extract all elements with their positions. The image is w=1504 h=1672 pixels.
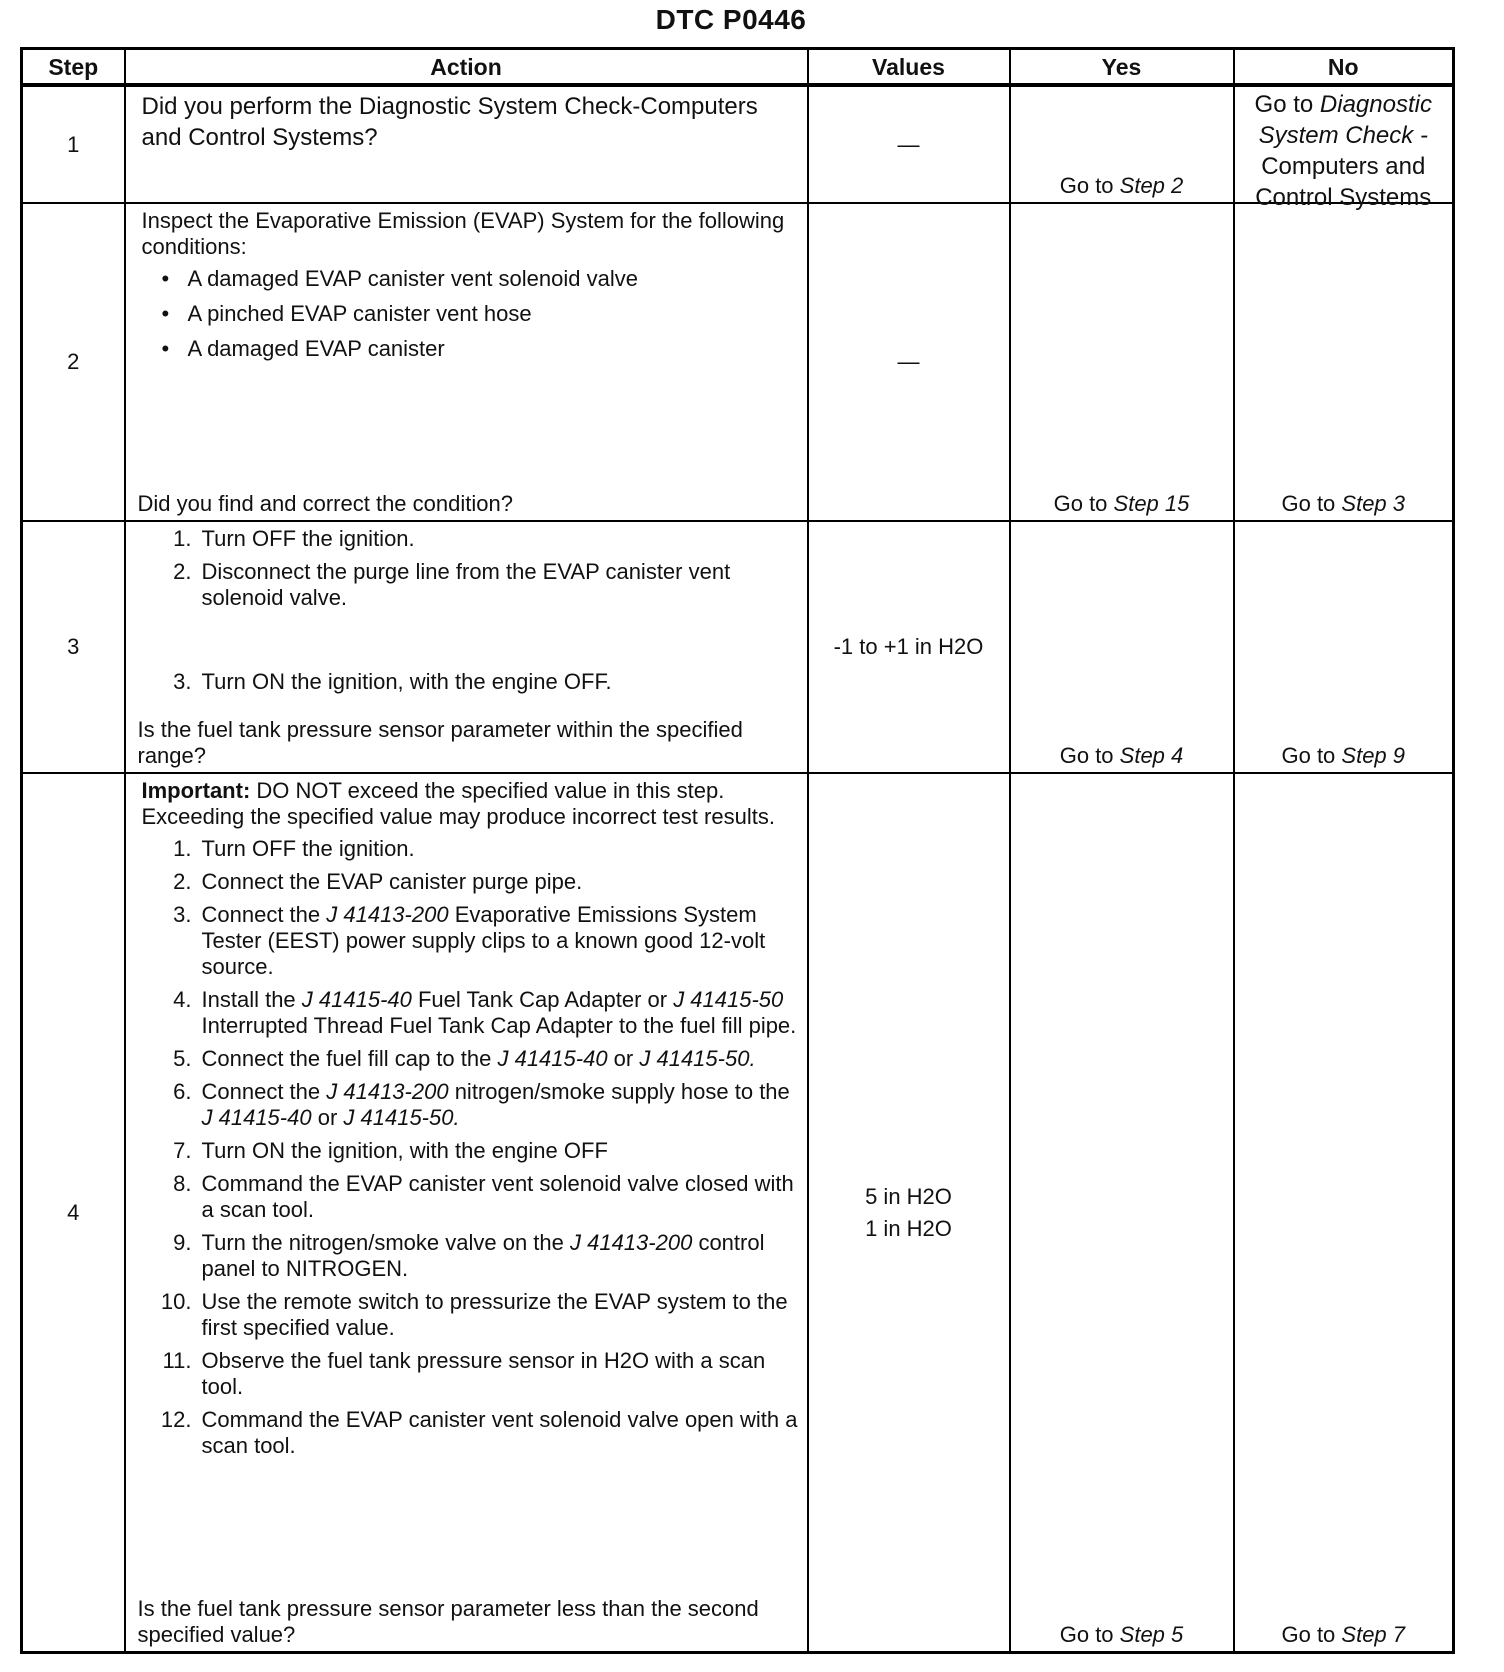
step-number: 4 <box>22 773 125 1653</box>
numbered-step <box>142 1171 799 1223</box>
step-number: 2 <box>22 203 125 521</box>
text-segment: Connect the fuel fill cap to the <box>201 1046 498 1071</box>
step-row <box>22 85 1454 203</box>
text-segment: Observe the fuel tank pressure sensor in H2O with a scan tool. <box>201 1348 766 1399</box>
no-link[interactable] <box>1235 1622 1453 1648</box>
text-segment: Go to <box>1053 491 1114 516</box>
page-title: DTC P0446 <box>655 4 807 35</box>
text-segment: Diagnostic System Check - <box>1258 91 1432 149</box>
yes-link[interactable] <box>1011 173 1233 199</box>
step-index: 4. <box>173 987 192 1012</box>
step-text <box>202 902 799 980</box>
numbered-step <box>142 669 799 695</box>
numbered-step <box>142 526 799 552</box>
yes-content <box>1011 774 1233 1651</box>
text-segment: Turn OFF the ignition. <box>201 526 415 551</box>
yes-cell <box>1010 521 1234 773</box>
text-segment: Go to <box>1281 1622 1342 1647</box>
text-segment: Turn ON the ignition, with the engine OFF <box>201 1138 608 1163</box>
header-row <box>22 49 1454 86</box>
action-content <box>134 522 803 772</box>
step-row <box>22 203 1454 521</box>
text-segment: Did you find and correct the condition? <box>137 491 513 516</box>
bullet-icon: • <box>161 336 170 361</box>
yes-link[interactable] <box>1011 491 1233 517</box>
numbered-step <box>142 987 799 1039</box>
action-cell <box>125 85 808 203</box>
step-text <box>188 301 532 327</box>
step-text <box>202 1407 799 1459</box>
step-text <box>202 1138 608 1164</box>
no-content <box>1235 204 1453 520</box>
step-number: 1 <box>22 85 125 203</box>
text-segment: Connect the <box>201 1079 327 1104</box>
yes-link[interactable] <box>1011 743 1233 769</box>
text-segment: Turn the nitrogen/smoke valve on the <box>201 1230 570 1255</box>
bullet-icon: • <box>161 301 170 326</box>
instruction-paragraph <box>142 778 799 830</box>
text-segment: or <box>311 1105 344 1130</box>
step-text <box>202 1171 799 1223</box>
no-link[interactable] <box>1235 89 1453 213</box>
text-segment: Step 7 <box>1341 1622 1406 1647</box>
value-item: — <box>897 349 920 374</box>
numbered-step <box>142 559 799 611</box>
bullet-item <box>162 301 799 327</box>
step-text <box>202 669 612 695</box>
numbered-step <box>142 1046 799 1072</box>
text-segment: nitrogen/smoke supply hose to the <box>448 1079 790 1104</box>
numbered-step <box>142 1138 799 1164</box>
step-text <box>202 987 799 1039</box>
step-index: 10. <box>160 1289 192 1314</box>
text-segment: or <box>607 1046 640 1071</box>
no-content <box>1235 522 1453 772</box>
step-text <box>202 869 583 895</box>
text-segment: Connect the EVAP canister purge pipe. <box>201 869 583 894</box>
action-cell <box>125 203 808 521</box>
action-instructions <box>142 208 799 371</box>
step-index: 8. <box>173 1171 192 1196</box>
numbered-step <box>142 1348 799 1400</box>
values-cell <box>808 521 1010 773</box>
text-segment: Go to <box>1059 743 1120 768</box>
value-item: 1 in H2O <box>865 1215 952 1241</box>
step-text <box>202 526 415 552</box>
text-segment: A damaged EVAP canister vent solenoid valve <box>187 266 638 291</box>
step-row <box>22 773 1454 1653</box>
header-no: No <box>1234 49 1454 86</box>
no-cell <box>1234 521 1454 773</box>
yes-cell <box>1010 773 1234 1653</box>
values-cell <box>808 773 1010 1653</box>
text-segment: Go to <box>1254 91 1320 118</box>
text-segment: Inspect the Evaporative Emission (EVAP) System for the following conditions: <box>141 208 785 259</box>
text-segment: Step 15 <box>1113 491 1190 516</box>
action-content <box>134 204 803 520</box>
yes-cell <box>1010 203 1234 521</box>
text-segment: Step 2 <box>1119 173 1184 198</box>
text-segment: J 41415-50 <box>673 987 784 1012</box>
values-cell <box>808 85 1010 203</box>
action-question <box>138 1596 799 1648</box>
text-segment: Step 9 <box>1341 743 1406 768</box>
step-row <box>22 521 1454 773</box>
text-segment: Interrupted Thread Fuel Tank Cap Adapter to the fuel fill pipe. <box>201 1013 797 1038</box>
value-item: — <box>897 131 920 157</box>
step-index: 5. <box>173 1046 192 1071</box>
action-question <box>138 717 799 769</box>
step-index: 9. <box>173 1230 192 1255</box>
numbered-step <box>142 836 799 862</box>
text-segment: J 41415-40 <box>301 987 412 1012</box>
step-text <box>202 1348 799 1400</box>
value-item: -1 to +1 in H2O <box>833 634 984 659</box>
no-cell <box>1234 203 1454 521</box>
text-segment: Go to <box>1281 743 1342 768</box>
action-cell <box>125 773 808 1653</box>
step-index: 6. <box>173 1079 192 1104</box>
step-index: 11. <box>162 1348 192 1373</box>
text-segment: A pinched EVAP canister vent hose <box>187 301 532 326</box>
text-segment: Is the fuel tank pressure sensor parameter within the specified range? <box>137 717 743 768</box>
text-segment: Install the <box>201 987 302 1012</box>
step-text <box>202 1046 756 1072</box>
no-link[interactable] <box>1235 491 1453 517</box>
text-segment: Go to <box>1059 1622 1120 1647</box>
instruction-paragraph <box>142 208 799 260</box>
text-segment: Computers and Control Systems <box>1255 153 1432 211</box>
text-segment: J 41413-200 <box>570 1230 693 1255</box>
text-segment: J 41413-200 <box>326 902 449 927</box>
text-segment: Is the fuel tank pressure sensor parameter less than the second specified value? <box>137 1596 759 1647</box>
values-cell <box>808 203 1010 521</box>
text-segment: A damaged EVAP canister <box>187 336 445 361</box>
numbered-step <box>142 1079 799 1131</box>
action-cell <box>125 521 808 773</box>
step-index: 12. <box>160 1407 192 1432</box>
step-index: 7. <box>173 1138 192 1163</box>
numbered-step <box>142 869 799 895</box>
no-content <box>1235 87 1453 211</box>
text-segment: Turn ON the ignition, with the engine OFF. <box>201 669 612 694</box>
text-segment: J 41415-50. <box>343 1105 460 1130</box>
yes-content <box>1011 87 1233 202</box>
text-segment: J 41415-40 <box>201 1105 312 1130</box>
yes-link[interactable] <box>1011 1622 1233 1648</box>
text-segment: Step 4 <box>1119 743 1184 768</box>
value-item: 5 in H2O <box>865 1183 952 1209</box>
text-segment: Did you perform the Diagnostic System Check-Computers and Control Systems? <box>141 93 758 151</box>
no-link[interactable] <box>1235 743 1453 769</box>
step-text <box>202 1079 799 1131</box>
step-text <box>202 836 415 862</box>
numbered-step <box>142 1230 799 1282</box>
yes-content <box>1011 522 1233 772</box>
header-action: Action <box>125 49 808 86</box>
text-segment: Disconnect the purge line from the EVAP canister vent solenoid valve. <box>201 559 731 610</box>
text-segment: J 41415-50. <box>639 1046 756 1071</box>
text-segment: Command the EVAP canister vent solenoid valve open with a scan tool. <box>201 1407 798 1458</box>
text-segment: Important: <box>141 778 251 803</box>
text-segment: Fuel Tank Cap Adapter or <box>411 987 674 1012</box>
text-segment: J 41413-200 <box>326 1079 449 1104</box>
text-segment: Step 3 <box>1341 491 1406 516</box>
step-index: 2. <box>173 869 192 894</box>
bullet-item <box>162 266 799 292</box>
step-text <box>202 1230 799 1282</box>
action-instructions <box>142 778 799 1466</box>
text-segment: J 41415-40 <box>497 1046 608 1071</box>
step-index: 3. <box>173 669 192 694</box>
action-content <box>134 774 803 1651</box>
text-segment: Connect the <box>201 902 327 927</box>
header-values: Values <box>808 49 1010 86</box>
action-instructions <box>142 526 799 702</box>
header-step: Step <box>22 49 125 86</box>
no-cell <box>1234 773 1454 1653</box>
numbered-step <box>142 1407 799 1459</box>
text-segment: DO NOT exceed the specified value in this step. Exceeding the specified value may produce incorrect test results. <box>141 778 775 829</box>
text-segment: Turn OFF the ignition. <box>201 836 415 861</box>
yes-cell <box>1010 85 1234 203</box>
step-index: 1. <box>173 526 192 551</box>
text-segment: Command the EVAP canister vent solenoid valve closed with a scan tool. <box>201 1171 794 1222</box>
text-segment: Evaporative Emissions System Tester (EEST) power supply clips to a known good 12-volt source. <box>201 902 766 979</box>
step-index: 3. <box>173 902 192 927</box>
diagnostic-table <box>20 47 1455 1654</box>
bullet-icon: • <box>161 266 170 291</box>
step-text <box>188 266 638 292</box>
text-segment: Use the remote switch to pressurize the EVAP system to the first specified value. <box>201 1289 788 1340</box>
step-index: 1. <box>173 836 192 861</box>
action-content <box>134 87 803 202</box>
yes-content <box>1011 204 1233 520</box>
action-instructions <box>142 91 799 159</box>
step-text <box>202 1289 799 1341</box>
numbered-step <box>142 902 799 980</box>
step-index: 2. <box>173 559 192 584</box>
no-cell <box>1234 85 1454 211</box>
text-segment: Go to <box>1281 491 1342 516</box>
text-segment: Step 5 <box>1119 1622 1184 1647</box>
bullet-item <box>162 336 799 362</box>
instruction-paragraph <box>142 91 799 153</box>
numbered-step <box>142 1289 799 1341</box>
no-content <box>1235 774 1453 1651</box>
header-yes: Yes <box>1010 49 1234 86</box>
step-text <box>202 559 799 611</box>
step-text <box>188 336 445 362</box>
action-question <box>138 491 799 517</box>
text-segment: Go to <box>1059 173 1120 198</box>
step-number: 3 <box>22 521 125 773</box>
text-segment: control panel to NITROGEN. <box>201 1230 765 1281</box>
